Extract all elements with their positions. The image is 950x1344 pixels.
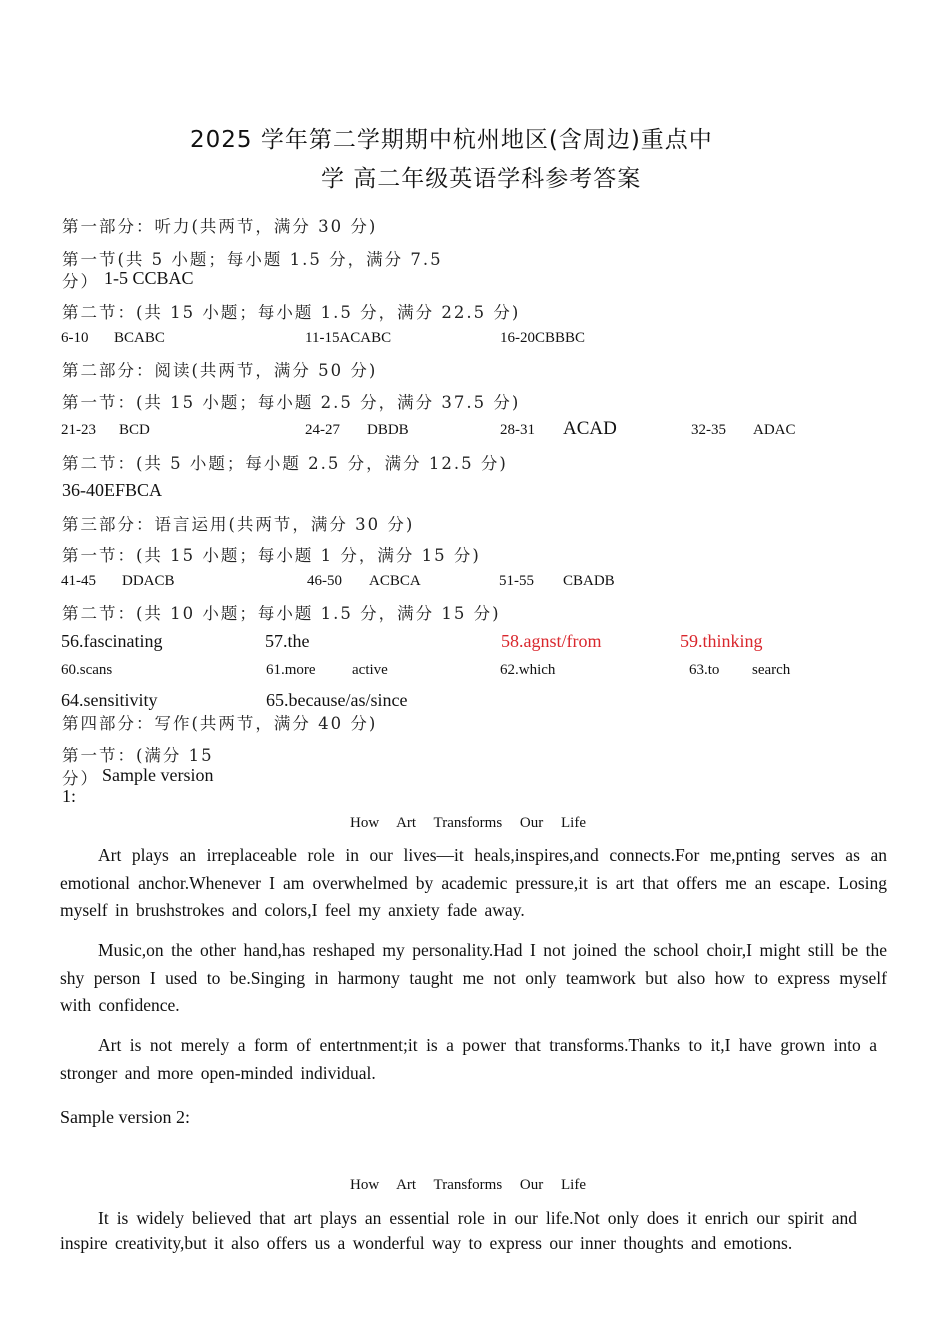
answer-58: 58.agnst/from <box>501 631 602 651</box>
part3-sec1-heading: 第一节：(共 15 小题；每小题 1 分，满分 15 分) <box>62 546 481 565</box>
answer-key: CBADB <box>563 573 615 589</box>
part4-heading: 第四部分：写作(共两节，满分 40 分) <box>62 714 378 733</box>
part2-heading: 第二部分：阅读(共两节，满分 50 分) <box>62 361 378 380</box>
answer-63-cont: search <box>752 662 791 678</box>
answer-range: 32-35 <box>691 422 726 438</box>
answer-range: 16-20CBBBC <box>500 330 586 346</box>
answer-range: 11-15ACABC <box>305 330 392 346</box>
answer-range: 28-31 <box>500 422 535 438</box>
answer-key: DDACB <box>122 573 175 589</box>
answer-key: BCABC <box>114 330 165 346</box>
answer-61-cont: active <box>352 662 388 678</box>
sample1-paragraph: Music,on the other hand,has reshaped my personality.Had I not joined the school choir,I might still be the shy person I used to be.Singing in harmony taught me not only teamwork but also how to express myself with confidence. <box>60 940 887 1015</box>
answer-57: 57.the <box>265 631 310 651</box>
sample1-paragraph: Art plays an irreplaceable role in our lives—it heals,inspires,and connects.For me,pnting serves as an emotional anchor.Whenever I am overwhelmed by academic pressure,it is art that offers me an escape. Losing myself in brushstrokes and colors,I feel my anxiety fade away. <box>60 845 887 920</box>
answer-63: 63.to <box>689 662 720 678</box>
part1-sec1-line2: 分） <box>62 272 99 291</box>
sample2-label: Sample version 2: <box>60 1107 190 1127</box>
sample2-paragraph: It is widely believed that art plays an essential role in our life.Not only does it enrich our spirit and inspire creativity,but it also offers us a wonderful way to express our inner thoughts and emotions. <box>60 1208 857 1253</box>
answer-range: 41-45 <box>61 573 96 589</box>
part1-sec1-line1: 第一节(共 5 小题；每小题 1.5 分，满分 7.5 <box>62 250 443 269</box>
answer-60: 60.scans <box>61 662 113 678</box>
sample1-label: Sample version <box>102 765 214 785</box>
answer-key: DBDB <box>367 422 409 438</box>
part1-sec2-heading: 第二节：(共 15 小题；每小题 1.5 分，满分 22.5 分) <box>62 303 521 322</box>
part1-sec1-answer: 1-5 CCBAC <box>104 268 194 288</box>
sample1-label-num: 1: <box>62 786 77 806</box>
answer-56: 56.fascinating <box>61 631 163 651</box>
answer-65: 65.because/as/since <box>266 690 408 710</box>
answer-range: 21-23 <box>61 422 96 438</box>
answer-range: 24-27 <box>305 422 340 438</box>
answer-key: BCD <box>119 422 150 438</box>
page-title-line1: 2025 学年第二学期期中杭州地区(含周边)重点中 <box>190 127 713 153</box>
answer-key: ACAD <box>563 418 617 439</box>
essay-title: How Art Transforms Our Life <box>350 1177 586 1193</box>
answer-64: 64.sensitivity <box>61 690 158 710</box>
answer-range: 46-50 <box>307 573 342 589</box>
answer-range: 51-55 <box>499 573 534 589</box>
answer-62: 62.which <box>500 662 556 678</box>
answer-key: CBBBC <box>535 330 586 346</box>
part4-sec1-line2: 分） <box>62 769 99 788</box>
answer-range: 6-10 <box>61 330 89 346</box>
page-title-line2: 学 高二年级英语学科参考答案 <box>321 166 642 192</box>
part3-sec2-heading: 第二节：(共 10 小题；每小题 1.5 分，满分 15 分) <box>62 604 501 623</box>
part3-heading: 第三部分：语言运用(共两节，满分 30 分) <box>62 515 415 534</box>
part2-sec2-answer: 36-40EFBCA <box>62 480 163 500</box>
part2-sec2-heading: 第二节：(共 5 小题；每小题 2.5 分，满分 12.5 分) <box>62 454 508 473</box>
answer-61: 61.more <box>266 662 316 678</box>
part2-sec1-heading: 第一节：(共 15 小题；每小题 2.5 分，满分 37.5 分) <box>62 393 521 412</box>
part4-sec1-line1: 第一节：(满分 15 <box>62 746 214 765</box>
answer-59: 59.thinking <box>680 631 763 651</box>
essay-title: How Art Transforms Our Life <box>350 815 586 831</box>
sample1-paragraph: Art is not merely a form of entertnment;it is a power that transforms.Thanks to it,I have grown into a stronger and more open-minded individual. <box>60 1035 877 1083</box>
part1-heading: 第一部分：听力(共两节，满分 30 分) <box>62 217 378 236</box>
answer-key: ADAC <box>753 422 796 438</box>
answer-key: ACABC <box>339 330 392 346</box>
answer-key: ACBCA <box>369 573 421 589</box>
